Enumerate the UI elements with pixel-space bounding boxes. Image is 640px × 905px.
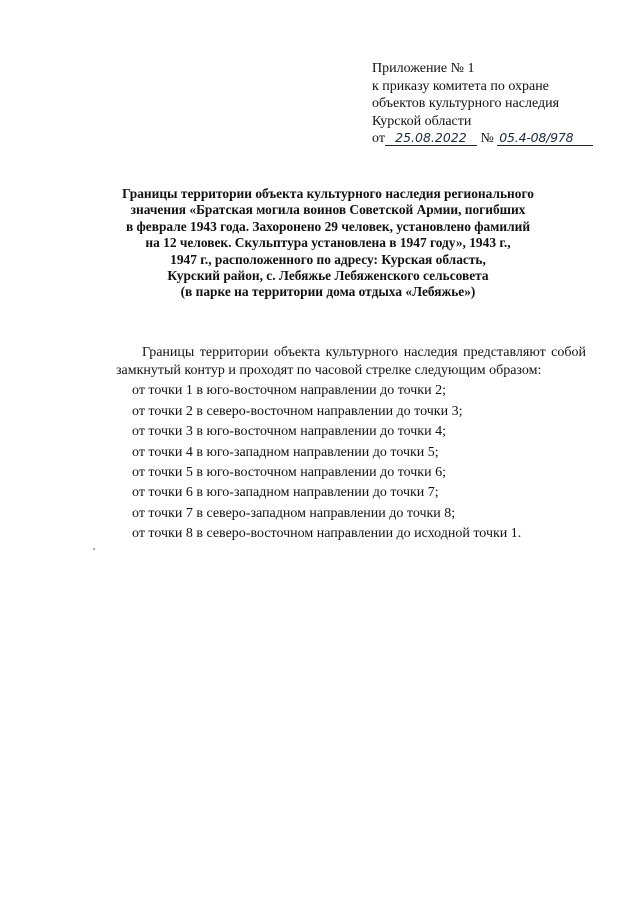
document-title xyxy=(80,186,576,301)
annex-header xyxy=(372,60,622,148)
title-line: Курский район, с. Лебяжье Лебяженского сельсовета xyxy=(167,268,489,284)
document-body xyxy=(116,344,586,543)
title-line: 1947 г., расположенного по адресу: Курская область, xyxy=(170,251,486,267)
boundary-point-item: от точки 5 в юго-восточном направлении до точки 6; xyxy=(132,464,446,480)
annex-number-label: № xyxy=(480,131,494,146)
annex-order-ref: к приказу комитета по охране xyxy=(372,78,549,94)
boundary-point-item: от точки 8 в северо-восточном направлении до исходной точки 1. xyxy=(132,526,522,542)
boundary-point-item: от точки 1 в юго-восточном направлении до точки 2; xyxy=(132,383,446,399)
boundary-point-item: от точки 6 в юго-западном направлении до точки 7; xyxy=(132,485,439,501)
title-line: Границы территории объекта культурного наследия регионального xyxy=(122,186,534,201)
annex-number: Приложение № 1 xyxy=(372,61,475,76)
intro-paragraph: Границы территории объекта культурного наследия представляют собой замкнутый контур и проходят по часовой стрелке следующим образом: xyxy=(116,345,586,378)
title-line: в феврале 1943 года. Захоронено 29 человек, установлено фамилий xyxy=(125,218,531,234)
annex-region: Курской области xyxy=(372,113,472,129)
boundary-point-item: от точки 4 в юго-западном направлении до точки 5; xyxy=(132,444,439,460)
scan-speck xyxy=(93,548,95,550)
boundary-points-list xyxy=(116,382,586,543)
title-line: (в парке на территории дома отдыха «Лебяжье») xyxy=(180,284,476,300)
boundary-point-item: от точки 7 в северо-западном направлении до точки 8; xyxy=(132,505,456,521)
annex-date-number-line xyxy=(372,130,622,148)
boundary-point-item: от точки 3 в юго-восточном направлении до точки 4; xyxy=(132,424,446,440)
title-line: значения «Братская могила воинов Советской Армии, погибших xyxy=(130,202,526,218)
annex-date-prefix: от xyxy=(372,131,385,146)
handwritten-date: 25.08.2022 xyxy=(385,131,477,146)
title-line: на 12 человек. Скульптура установлена в 1947 году», 1943 г., xyxy=(145,235,511,251)
annex-committee: объектов культурного наследия xyxy=(372,96,560,111)
boundary-point-item: от точки 2 в северо-восточном направлении до точки 3; xyxy=(132,403,463,419)
handwritten-order-number: 05.4-08/978 xyxy=(497,131,593,146)
